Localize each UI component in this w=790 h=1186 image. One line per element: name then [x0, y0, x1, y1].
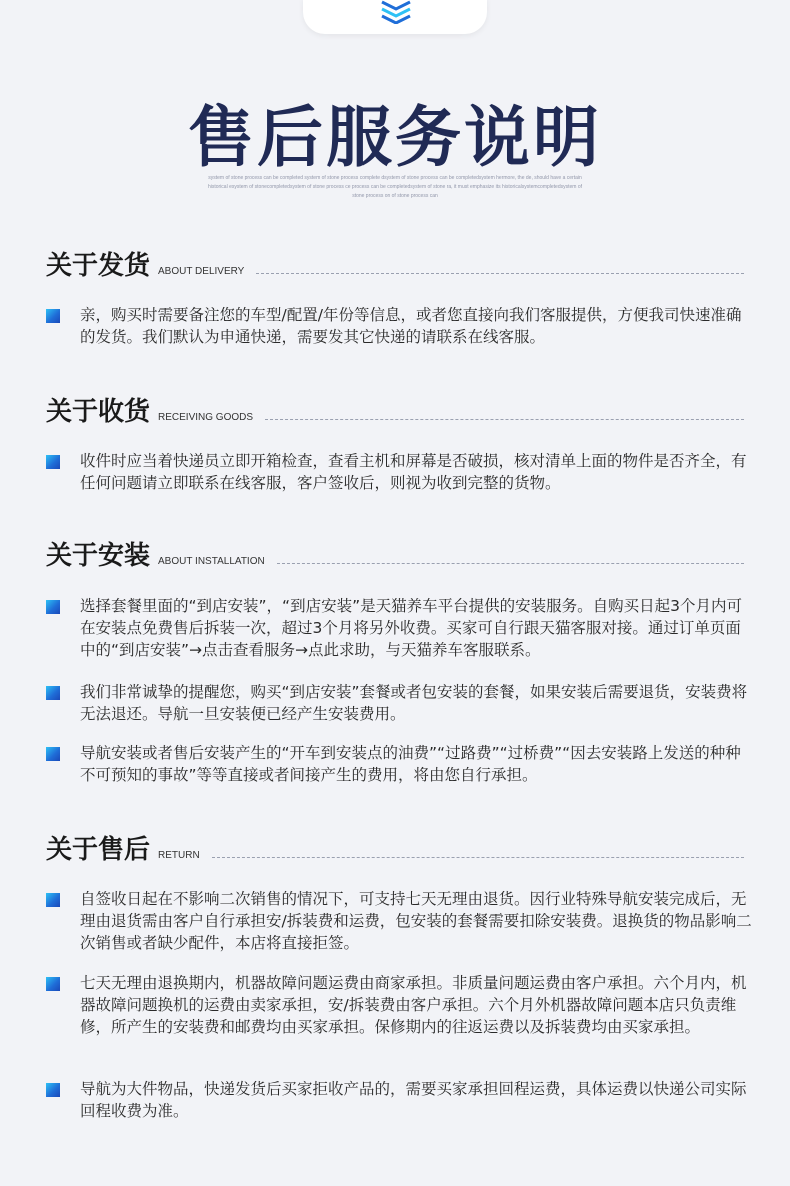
- list-item: [46, 742, 752, 786]
- list-item: [46, 450, 752, 494]
- item-text: 导航为大件物品，快递发货后买家拒收产品的，需要买家承担回程运费，具体运费以快递公司实际回程收费为准。: [80, 1080, 747, 1120]
- section-subtitle: RECEIVING GOODS: [158, 412, 254, 423]
- square-bullet-icon: [46, 977, 60, 991]
- section-installation-header: [46, 540, 744, 572]
- square-bullet-icon: [46, 1083, 60, 1097]
- list-item: [46, 888, 752, 954]
- square-bullet-icon: [46, 893, 60, 907]
- section-delivery-header: [46, 250, 744, 282]
- list-item: [46, 681, 752, 725]
- list-item: [46, 1078, 752, 1122]
- section-title: 关于售后: [46, 835, 151, 865]
- item-text: 七天无理由退换期内，机器故障问题运费由商家承担。非质量问题运费由客户承担。六个月内，机器故障问题换机的运费由卖家承担，安/拆装费由客户承担。六个月外机器故障问题本店只负责维修，所产生的安装费和邮费均由买家承担。保修期内的往返运费以及拆装费均由买家承担。: [80, 974, 747, 1036]
- square-bullet-icon: [46, 600, 60, 614]
- section-receiving-header: [46, 396, 744, 428]
- item-text: 亲，购买时需要备注您的车型/配置/年份等信息，或者您直接向我们客服提供，方便我司快速准确的发货。我们默认为申通快递，需要发其它快递的请联系在线客服。: [80, 306, 742, 346]
- item-text: 自签收日起在不影响二次销售的情况下，可支持七天无理由退货。因行业特殊导航安装完成后，无理由退货需由客户自行承担安/拆装费和运费，包安装的套餐需要扣除安装费。退换货的物品影响二次销售或者缺少配件，本店将直接拒签。: [80, 890, 752, 952]
- page-title: 售后服务说明: [188, 99, 602, 176]
- item-text: 导航安装或者售后安装产生的“开车到安装点的油费”“过路费”“过桥费”“因去安装路上发送的种种不可预知的事故”等等直接或者间接产生的费用，将由您自行承担。: [80, 744, 741, 784]
- chevron-down-icon: [379, 0, 413, 24]
- divider: [256, 273, 744, 274]
- section-subtitle: RETURN: [158, 850, 200, 861]
- item-text: 选择套餐里面的“到店安装”，“到店安装”是天猫养车平台提供的安装服务。自购买日起3个月内可在安装点免费售后拆装一次，超过3个月将另外收费。买家可自行跟天猫客服对接。通过订单页面中的“到店安装”→点击查看服务→点此求助，与天猫养车客服联系。: [80, 597, 742, 659]
- list-item: [46, 972, 752, 1038]
- item-text: 收件时应当着快递员立即开箱检查，查看主机和屏幕是否破损，核对清单上面的物件是否齐全，有任何问题请立即联系在线客服，客户签收后，则视为收到完整的货物。: [80, 452, 747, 492]
- list-item: [46, 595, 752, 661]
- section-subtitle: ABOUT DELIVERY: [158, 266, 245, 277]
- section-title: 关于收货: [46, 397, 151, 427]
- divider: [212, 857, 744, 858]
- section-title: 关于发货: [46, 251, 151, 281]
- page-subtitle: system of stone process can be completed system of stone process complete dsystem of stone process can be completedsystem hermore, the de, should have a certain historical esystem of stonecompletedsystem of stone process ce process can be completedsystem of stone ra, it must emphasize its historicalsystemcompletedsystem of stone process on of stone process can: [207, 175, 583, 199]
- divider: [265, 419, 744, 420]
- item-text: 我们非常诚挚的提醒您，购买“到店安装”套餐或者包安装的套餐，如果安装后需要退货，安装费将无法退还。导航一旦安装便已经产生安装费用。: [80, 683, 748, 723]
- list-item: [46, 304, 752, 348]
- square-bullet-icon: [46, 309, 60, 323]
- section-return-header: [46, 834, 744, 866]
- square-bullet-icon: [46, 747, 60, 761]
- top-tab: [303, 0, 487, 34]
- square-bullet-icon: [46, 455, 60, 469]
- divider: [277, 563, 744, 564]
- section-title: 关于安装: [46, 541, 151, 571]
- section-subtitle: ABOUT INSTALLATION: [158, 556, 265, 567]
- square-bullet-icon: [46, 686, 60, 700]
